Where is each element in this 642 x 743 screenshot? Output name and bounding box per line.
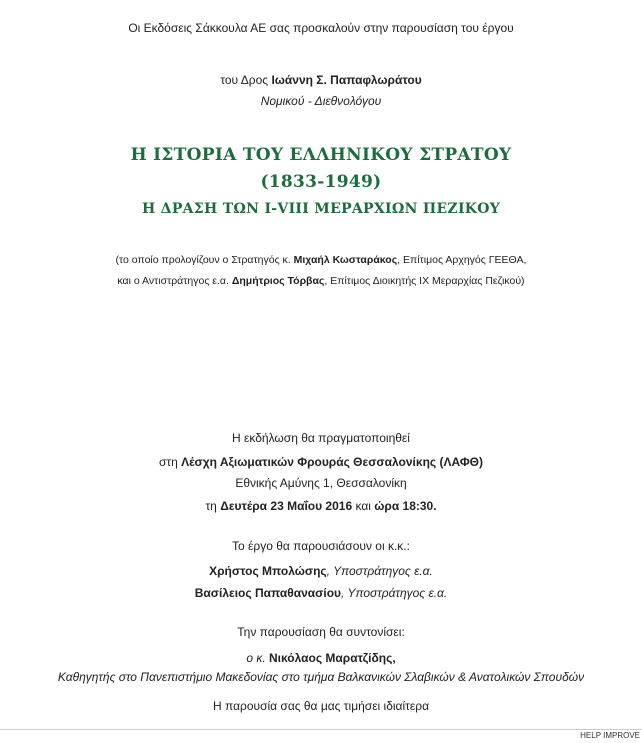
- closing-text: Η παρουσία σας θα μας τιμήσει ιδιαίτερα: [212, 699, 430, 713]
- author-line: [0, 72, 642, 88]
- preface-line1-suffix: , Επίτιμος Αρχηγός ΓΕΕΘΑ,: [397, 254, 527, 266]
- presenter-role: , Υποστράτηγος ε.α.: [341, 586, 448, 600]
- event-intro: Η εκδήλωση θα πραγματοποιηθεί: [232, 431, 410, 445]
- author-prefix: του Δρος: [220, 73, 272, 87]
- book-title-line3: Η ΔΡΑΣΗ ΤΩΝ Ι-VIII ΜΕΡΑΡΧΙΩΝ ΠΕΖΙΚΟΥ: [141, 201, 501, 217]
- preface-line2-suffix: , Επίτιμος Διοικητής ΙΧ Μεραρχίας Πεζικού): [324, 275, 525, 287]
- event-venue: [0, 454, 642, 470]
- preface-name-1: Μιχαήλ Κωσταράκος: [293, 254, 398, 266]
- presenters-intro: Το έργο θα παρουσιάσουν οι κ.κ.:: [232, 539, 410, 553]
- event-date: [0, 498, 642, 514]
- book-title-line2: (1833-1949): [260, 172, 382, 192]
- author-title: Νομικού - Διεθνολόγου: [260, 94, 382, 108]
- moderator-name: Νικόλαος Μαρατζίδης,: [269, 651, 396, 665]
- footer-bar: [0, 729, 642, 743]
- moderator-name-line: [0, 650, 642, 666]
- moderator-intro: Την παρουσίαση θα συντονίσει:: [237, 625, 405, 639]
- moderator-role: Καθηγητής στο Πανεπιστήμιο Μακεδονίας στο τμήμα Βαλκανικών Σλαβικών & Ανατολικών Σπουδών: [57, 670, 585, 684]
- book-title-line1: Η ΙΣΤΟΡΙΑ ΤΟΥ ΕΛΛΗΝΙΚΟΥ ΣΤΡΑΤΟΥ: [130, 145, 512, 165]
- intro-text: Οι Εκδόσεις Σάκκουλα ΑΕ σας προσκαλούν στην παρουσίαση του έργου: [128, 21, 514, 35]
- preface-line1: [0, 253, 642, 267]
- presenter-item: [0, 585, 642, 601]
- time-value: ώρα 18:30.: [374, 499, 437, 513]
- author-name: Ιωάννη Σ. Παπαφλωράτου: [271, 73, 422, 87]
- presenter-name: Βασίλειος Παπαθανασίου: [194, 586, 342, 600]
- preface-line2-prefix: και ο Αντιστράτηγος ε.α.: [117, 275, 232, 287]
- presenter-name: Χρήστος Μπολώσης: [209, 564, 327, 578]
- date-mid: και: [352, 499, 375, 513]
- preface-line2: [0, 274, 642, 288]
- presenter-item: [0, 563, 642, 579]
- presenter-role: , Υποστράτηγος ε.α.: [326, 564, 433, 578]
- date-prefix: τη: [205, 499, 221, 513]
- event-address: Εθνικής Αμύνης 1, Θεσσαλονίκη: [235, 476, 407, 490]
- preface-line1-prefix: (το οποίο προλογίζουν ο Στρατηγός κ.: [115, 254, 294, 266]
- venue-name: Λέσχη Αξιωματικών Φρουράς Θεσσαλονίκης (ΛΑΦΘ): [181, 455, 483, 469]
- venue-prefix: στη: [158, 455, 182, 469]
- help-improve-link[interactable]: HELP IMPROVE: [580, 731, 640, 740]
- preface-name-2: Δημήτριος Τόρβας: [231, 275, 325, 287]
- date-value: Δευτέρα 23 Μαΐου 2016: [220, 499, 353, 513]
- moderator-prefix: ο κ.: [246, 651, 269, 665]
